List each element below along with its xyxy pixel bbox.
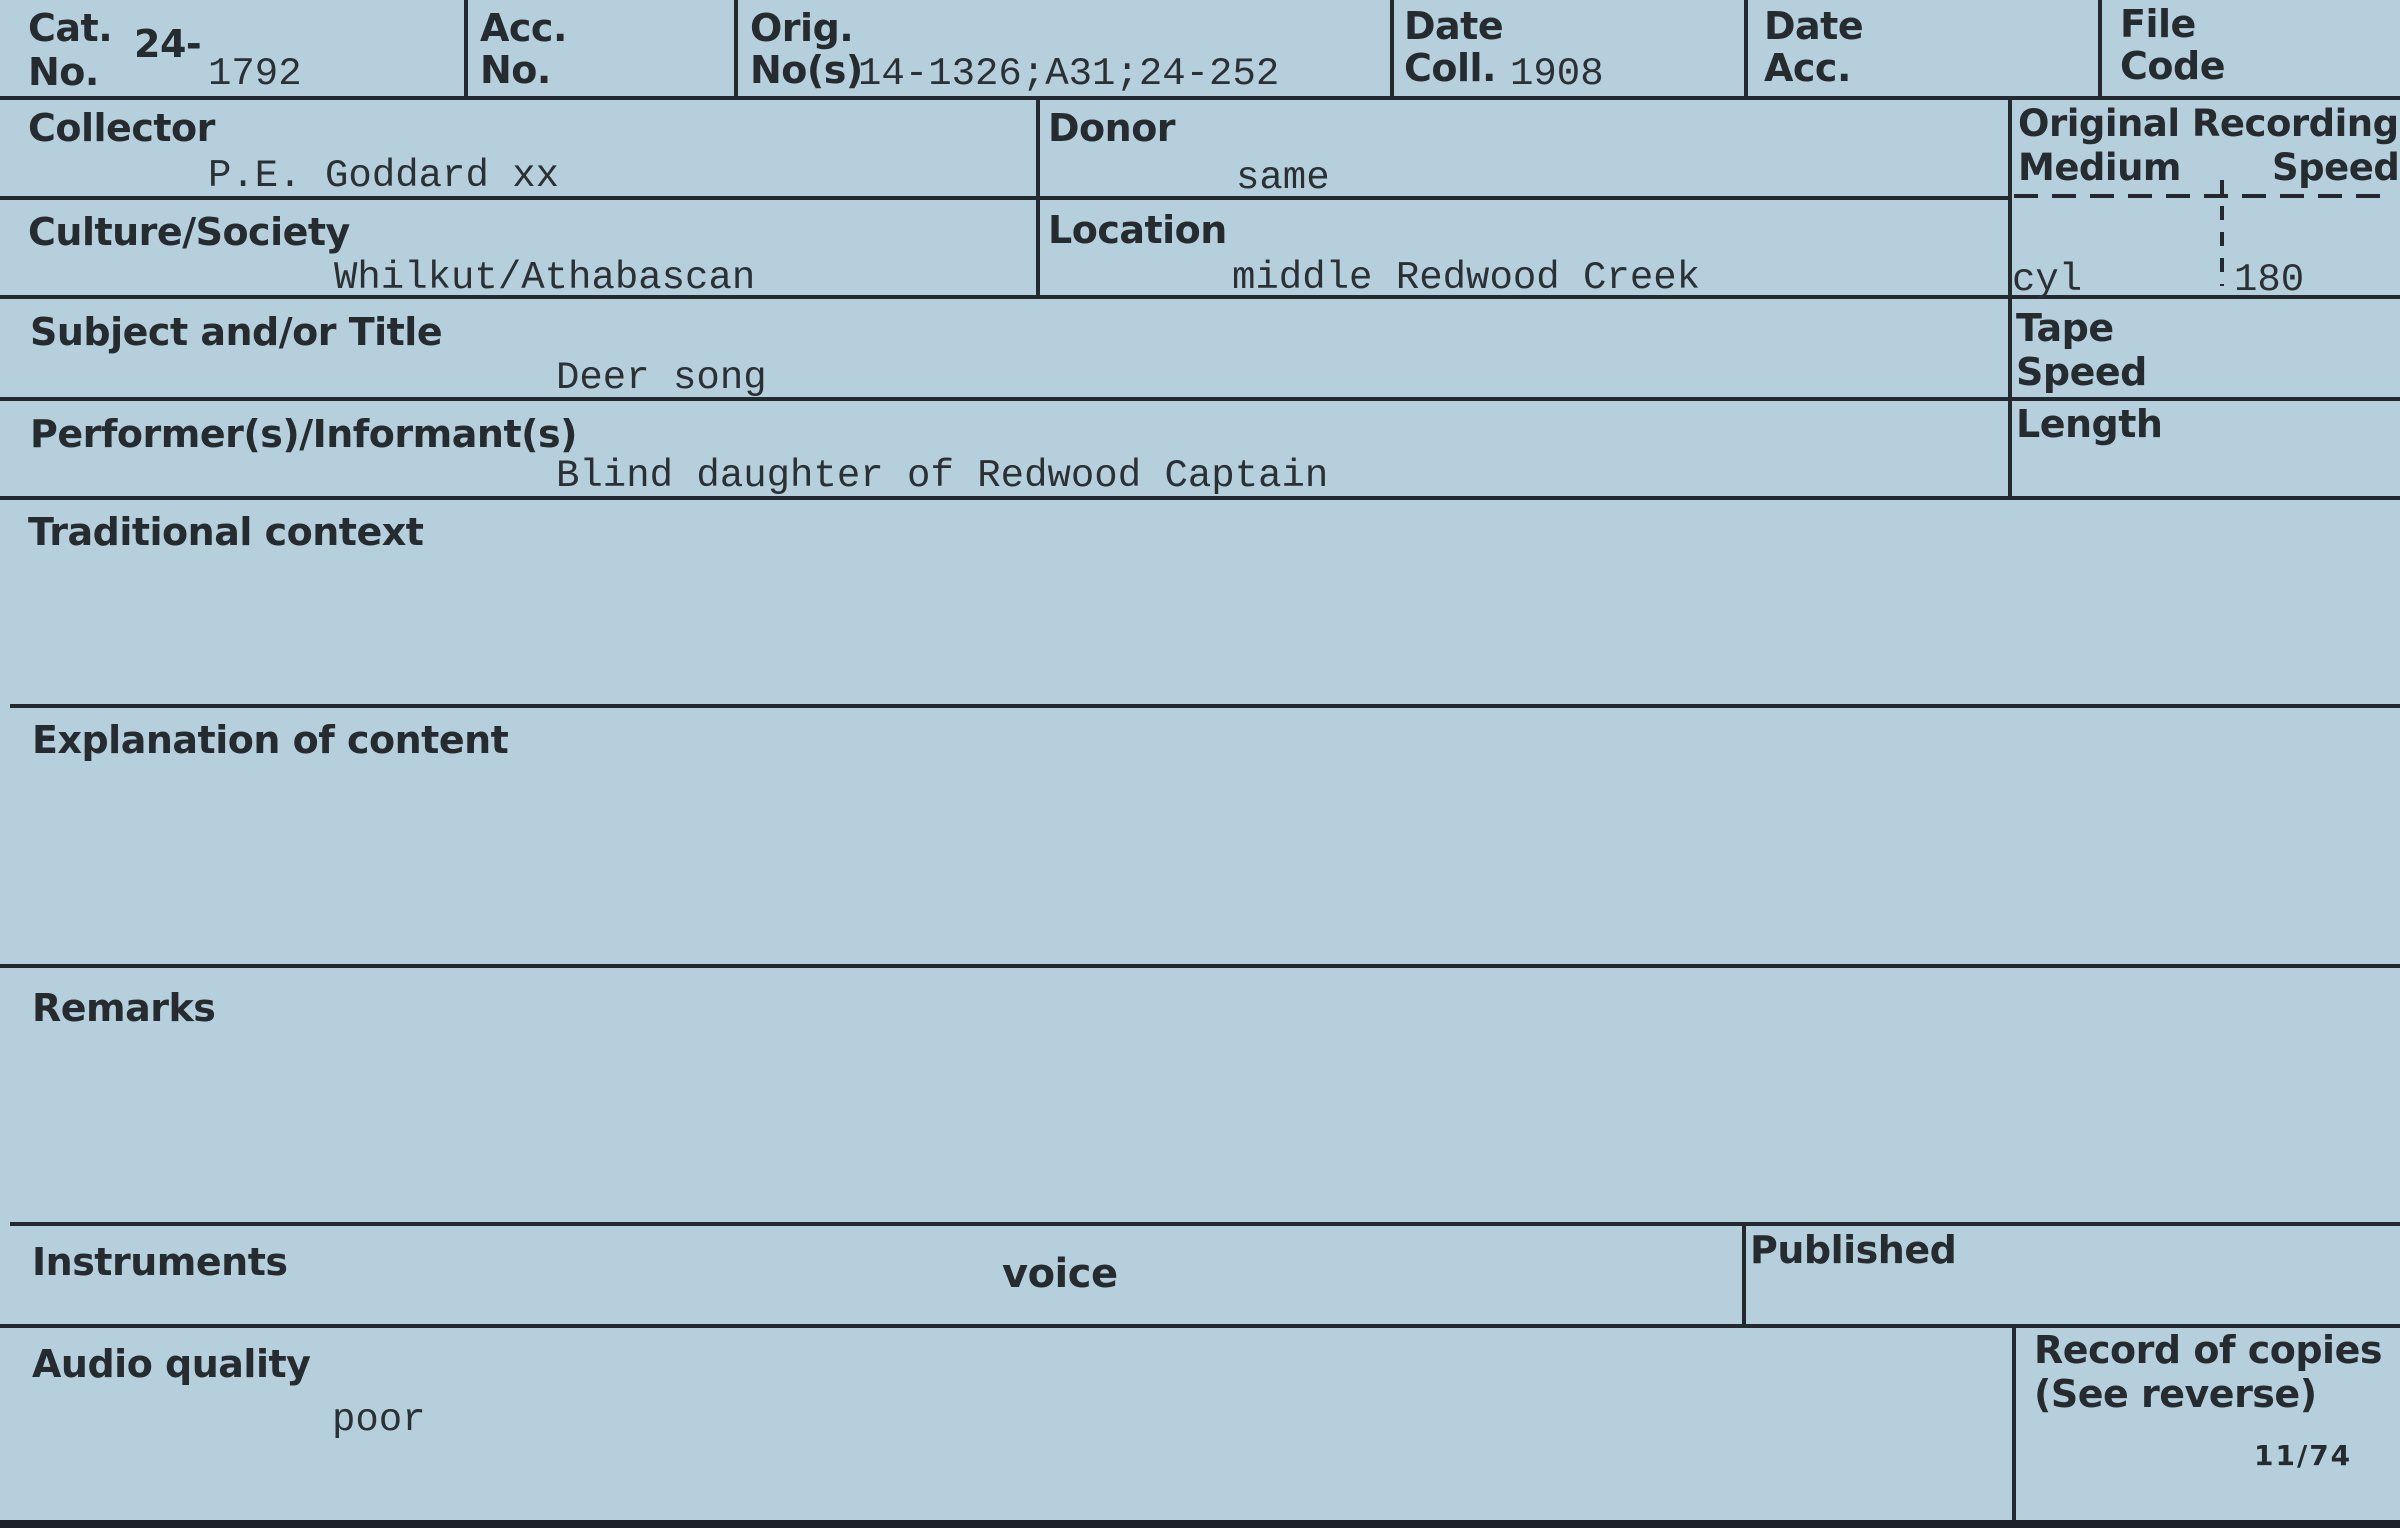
performer-label: Performer(s)/Informant(s) <box>30 412 577 456</box>
tape-speed-label: Speed <box>2016 350 2147 394</box>
orig-numbers: 14-1326;A31;24-252 <box>858 52 1280 96</box>
speed-value: 180 <box>2234 258 2305 302</box>
orig-label: Orig. <box>750 6 854 50</box>
record-of-copies-label: Record of copies <box>2034 1328 2382 1372</box>
cat-prefix: 24- <box>134 22 202 66</box>
date-coll-value: 1908 <box>1510 52 1604 96</box>
orig-nos-label: No(s) <box>750 48 863 92</box>
collector-value: P.E. Goddard xx <box>208 154 560 198</box>
col-divider-orig <box>1390 0 1394 96</box>
row-divider-explanation <box>0 964 2400 968</box>
date-coll-label: Date <box>1404 4 1504 48</box>
col-divider-copies <box>2012 1324 2016 1520</box>
audio-quality-value: poor <box>332 1398 426 1442</box>
instruments-value: voice <box>1002 1251 1118 1297</box>
col-divider-acc <box>734 0 738 96</box>
row-divider-header <box>0 96 2400 100</box>
length-label: Length <box>2016 402 2163 446</box>
medium-value: cyl <box>2012 258 2083 302</box>
performer-value: Blind daughter of Redwood Captain <box>556 454 1329 498</box>
date-coll-sub-label: Coll. <box>1404 46 1496 90</box>
row-divider-context <box>10 704 2400 708</box>
col-divider-date-acc <box>2098 0 2102 96</box>
cat-label: Cat. <box>28 6 113 50</box>
date-acc-sub-label: Acc. <box>1764 46 1851 90</box>
card-bottom-edge <box>0 1520 2400 1528</box>
date-acc-label: Date <box>1764 4 1864 48</box>
file-code-label: File <box>2120 2 2196 46</box>
location-label: Location <box>1048 208 1227 252</box>
acc-no-label: No. <box>480 48 551 92</box>
row-divider-subject <box>0 397 2400 401</box>
subject-value: Deer song <box>556 356 767 400</box>
col-divider-date-coll <box>1744 0 1748 96</box>
col-divider-donor <box>1036 96 1040 297</box>
row-divider-remarks <box>10 1222 2400 1226</box>
speed-label: Speed <box>2272 146 2400 189</box>
col-divider-published <box>1742 1222 1746 1324</box>
cat-number: 1792 <box>208 52 302 96</box>
cat-no-label: No. <box>28 50 99 94</box>
traditional-context-label: Traditional context <box>28 510 424 554</box>
audio-quality-label: Audio quality <box>32 1342 311 1386</box>
col-divider-cat <box>464 0 468 96</box>
explanation-label: Explanation of content <box>32 718 509 762</box>
culture-label: Culture/Society <box>28 210 350 254</box>
collector-label: Collector <box>28 106 215 150</box>
donor-label: Donor <box>1048 106 1176 150</box>
file-code-sub-label: Code <box>2120 44 2225 88</box>
location-value: middle Redwood Creek <box>1232 256 1701 300</box>
original-recording-label: Original Recording <box>2018 102 2399 145</box>
published-label: Published <box>1750 1228 1957 1272</box>
remarks-label: Remarks <box>32 986 216 1030</box>
see-reverse-label: (See reverse) <box>2034 1372 2317 1416</box>
culture-value: Whilkut/Athabascan <box>334 256 756 300</box>
subject-label: Subject and/or Title <box>30 310 443 354</box>
medium-label: Medium <box>2018 146 2181 189</box>
tape-label: Tape <box>2016 306 2114 350</box>
donor-value: same <box>1236 156 1330 200</box>
acc-label: Acc. <box>480 6 567 50</box>
instruments-label: Instruments <box>32 1240 288 1284</box>
form-code: 11/74 <box>2254 1439 2353 1472</box>
